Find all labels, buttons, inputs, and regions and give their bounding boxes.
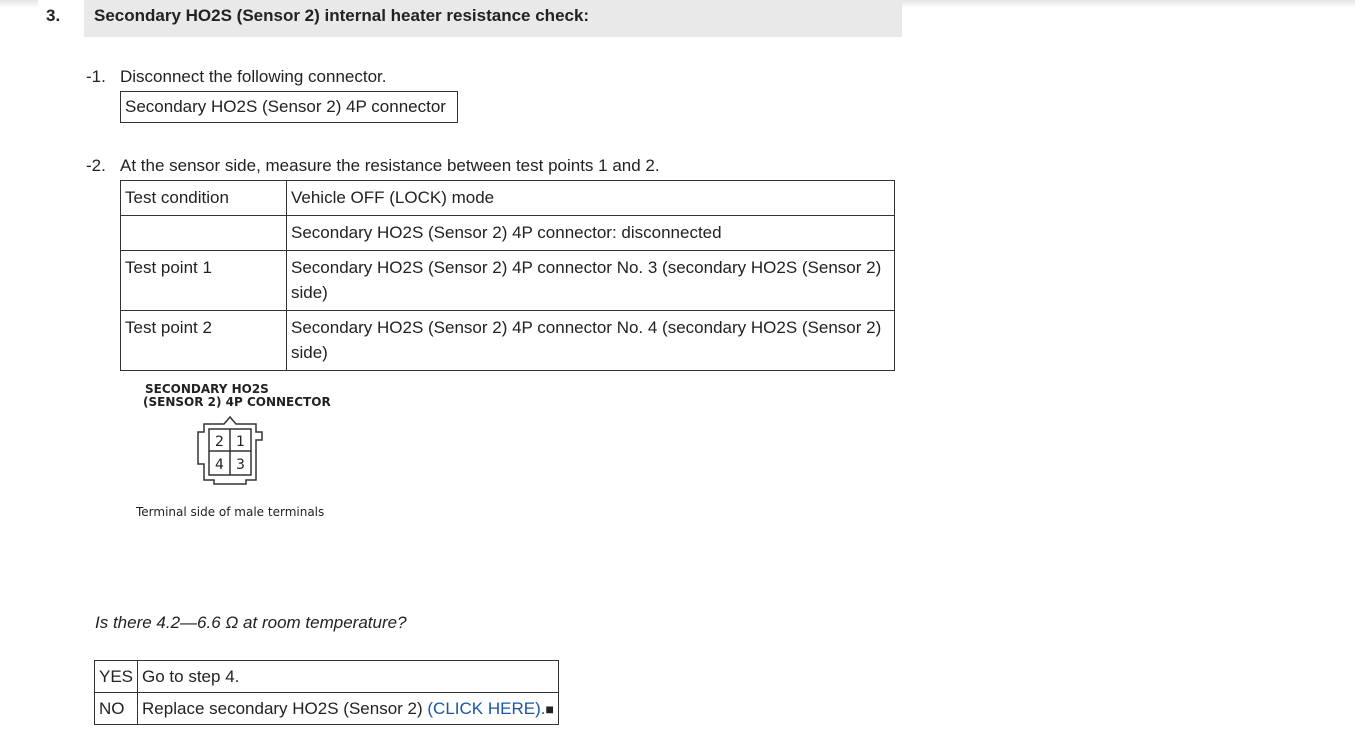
- pin-4-label: 4: [215, 457, 224, 473]
- no-text: Replace secondary HO2S (Sensor 2): [142, 698, 428, 718]
- yes-text: Go to step 4.: [142, 666, 240, 686]
- link-period: .: [540, 698, 546, 718]
- question-text: Is there 4.2—6.6 Ω at room temperature?: [95, 613, 407, 632]
- substep-1: [86, 67, 387, 87]
- end-mark-icon: ■: [545, 700, 554, 717]
- substep-1-number: -1.: [86, 67, 106, 86]
- table-row: [121, 311, 895, 371]
- pin-3-label: 3: [236, 457, 245, 473]
- condition-label: [121, 216, 287, 251]
- test-conditions-table: [120, 180, 895, 371]
- pin-2-label: 2: [215, 434, 224, 450]
- connector-shape: [198, 417, 262, 484]
- condition-label: Test condition: [121, 181, 287, 216]
- table-row: [121, 251, 895, 311]
- step-number: 3.: [38, 0, 84, 37]
- substep-2: [86, 156, 660, 176]
- condition-label: Test point 1: [121, 251, 287, 311]
- no-action: [138, 693, 559, 725]
- substep-1-text: Disconnect the following connector.: [120, 67, 387, 86]
- condition-value: Secondary HO2S (Sensor 2) 4P connector No. 3 (secondary HO2S (Sensor 2) side): [287, 251, 895, 311]
- step-title: Secondary HO2S (Sensor 2) internal heater resistance check:: [84, 0, 902, 37]
- connector-box: Secondary HO2S (Sensor 2) 4P connector: [120, 91, 458, 123]
- diagram-caption: Terminal side of male terminals: [136, 505, 325, 519]
- yes-label: YES: [95, 661, 138, 693]
- pin-1-label: 1: [236, 434, 245, 450]
- connector-diagram: [128, 380, 348, 530]
- condition-value: Vehicle OFF (LOCK) mode: [287, 181, 895, 216]
- diagram-title-line1: SECONDARY HO2S: [145, 382, 269, 396]
- click-here-link[interactable]: (CLICK HERE): [427, 698, 541, 718]
- table-row: [95, 661, 559, 693]
- table-row: [121, 181, 895, 216]
- condition-label: Test point 2: [121, 311, 287, 371]
- diagram-title-line2: (SENSOR 2) 4P CONNECTOR: [143, 395, 331, 409]
- condition-value: Secondary HO2S (Sensor 2) 4P connector: disconnected: [287, 216, 895, 251]
- table-row: [121, 216, 895, 251]
- condition-value: Secondary HO2S (Sensor 2) 4P connector No. 4 (secondary HO2S (Sensor 2) side): [287, 311, 895, 371]
- answer-table: [94, 660, 559, 725]
- substep-2-number: -2.: [86, 156, 106, 175]
- table-row: [95, 693, 559, 725]
- yes-action: [138, 661, 559, 693]
- step-header: [38, 0, 902, 37]
- no-label: NO: [95, 693, 138, 725]
- substep-2-text: At the sensor side, measure the resistance between test points 1 and 2.: [120, 156, 660, 175]
